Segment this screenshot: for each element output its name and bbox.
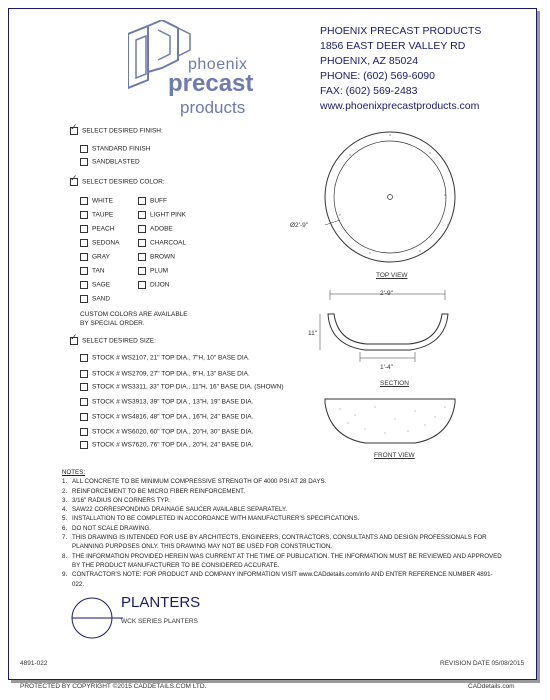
checkbox-icon[interactable]: [80, 441, 88, 449]
checkbox-icon[interactable]: [80, 413, 88, 421]
size-option-ws2709[interactable]: [80, 370, 250, 378]
drawing-subtitle: WCK SERIES PLANTERS: [121, 618, 198, 625]
note-item: 9. CONTRACTOR'S NOTE: FOR PRODUCT AND COMPANY INFORMATION VISIT www.CADdetails.com/info AND ENTER REFERENCE NUMBER 4891-022.: [62, 571, 493, 588]
checkbox-icon[interactable]: [80, 158, 88, 166]
size-option-label: STOCK # WS4816, 48" TOP DIA., 16"H, 24" BASE DIA.: [92, 413, 254, 421]
checkbox-icon[interactable]: [70, 178, 78, 186]
color-option-label: SEDONA: [92, 239, 120, 247]
copyright-text: PROTECTED BY COPYRIGHT ©2015 CADDETAILS.COM LTD.: [20, 683, 207, 690]
size-header[interactable]: [70, 337, 156, 345]
checkbox-icon[interactable]: [70, 337, 78, 345]
section-height-dim: 11": [308, 330, 318, 337]
note-item: 6. DO NOT SCALE DRAWING.: [62, 524, 152, 532]
phoenix-precast-logo: [128, 20, 268, 130]
title-circle-icon: [68, 594, 123, 642]
top-view-drawing: [320, 125, 470, 275]
color-option-tan[interactable]: [80, 267, 105, 275]
size-option-ws2107[interactable]: [80, 354, 250, 362]
color-option-label: LIGHT PINK: [150, 211, 187, 219]
checkbox-icon[interactable]: [80, 281, 88, 289]
checkbox-icon[interactable]: [80, 370, 88, 378]
color-option-label: PEACH: [92, 225, 115, 233]
size-option-ws6020[interactable]: [80, 428, 253, 436]
checkbox-icon[interactable]: [80, 267, 88, 275]
color-header-label: SELECT DESIRED COLOR:: [82, 178, 165, 186]
size-option-ws3913[interactable]: [80, 398, 253, 406]
checkbox-icon[interactable]: [80, 253, 88, 261]
company-name: PHOENIX PRECAST PRODUCTS: [320, 25, 482, 37]
finish-header-label: SELECT DESIRED FINISH:: [82, 127, 163, 135]
notes-title: NOTES:: [62, 469, 86, 476]
note-item: 1. ALL CONCRETE TO BE MINIMUM COMPRESSIVE STRENGTH OF 4000 PSI AT 28 DAYS.: [62, 478, 327, 486]
color-option-label: SAGE: [92, 281, 111, 289]
color-option-label: SAND: [92, 295, 111, 303]
color-option-light-pink[interactable]: [138, 211, 186, 219]
company-phone: PHONE: (602) 569-6090: [320, 70, 435, 82]
color-option-buff[interactable]: [138, 197, 167, 205]
size-option-label: STOCK # WS3913, 39" TOP DIA., 13"H, 19" BASE DIA.: [92, 398, 254, 406]
top-view-label: TOP VIEW: [376, 272, 408, 279]
finish-header[interactable]: [70, 127, 163, 135]
size-option-label: STOCK # WS2107, 21" TOP DIA., 7"H, 10" BASE DIA.: [92, 354, 250, 362]
color-option-label: ADOBE: [150, 225, 173, 233]
size-option-ws7620[interactable]: [80, 441, 253, 449]
color-option-taupe[interactable]: [80, 211, 113, 219]
notes-block: [62, 468, 502, 589]
checkbox-icon[interactable]: [80, 428, 88, 436]
checkbox-icon[interactable]: [80, 239, 88, 247]
checkbox-icon[interactable]: [138, 197, 146, 205]
finish-option-label: STANDARD FINISH: [92, 145, 151, 153]
color-option-label: TAUPE: [92, 211, 114, 219]
front-view-label: FRONT VIEW: [374, 452, 415, 459]
checkbox-icon[interactable]: [80, 145, 88, 153]
section-drawing: [310, 290, 470, 375]
finish-option-label: SANDBLASTED: [92, 158, 140, 166]
size-option-ws4816[interactable]: [80, 413, 253, 421]
checkbox-icon[interactable]: [138, 267, 146, 275]
checkbox-icon[interactable]: [80, 197, 88, 205]
color-option-label: BUFF: [150, 197, 167, 205]
company-fax: FAX: (602) 569-2483: [320, 85, 418, 97]
checkbox-icon[interactable]: [80, 398, 88, 406]
color-option-dijon[interactable]: [138, 281, 170, 289]
color-option-label: DIJON: [150, 281, 170, 289]
note-item: 4. SAW22 CORRESPONDING DRAINAGE SAUCER AVAILABLE SEPARATELY.: [62, 506, 288, 514]
color-option-label: BROWN: [150, 253, 175, 261]
size-option-ws3311[interactable]: [80, 383, 284, 391]
finish-option-sandblasted[interactable]: [80, 158, 140, 166]
company-info: [320, 24, 481, 114]
color-option-label: CHARCOAL: [150, 239, 187, 247]
checkbox-icon[interactable]: [138, 239, 146, 247]
caddetails-link[interactable]: CADdetails.com: [468, 683, 515, 690]
color-option-sage[interactable]: [80, 281, 110, 289]
color-option-white[interactable]: [80, 197, 113, 205]
color-header[interactable]: [70, 178, 165, 186]
checkbox-icon[interactable]: [80, 225, 88, 233]
front-view-drawing: [320, 395, 460, 455]
checkbox-icon[interactable]: [80, 211, 88, 219]
company-website[interactable]: www.phoenixprecastproducts.com: [320, 100, 480, 112]
logo-text-precast: precast: [168, 70, 254, 97]
size-header-label: SELECT DESIRED SIZE:: [82, 337, 156, 345]
logo-text-products: products: [180, 98, 246, 117]
checkbox-icon[interactable]: [70, 127, 78, 135]
checkbox-icon[interactable]: [138, 253, 146, 261]
size-option-label: STOCK # WS6020, 60" TOP DIA., 20"H, 30" BASE DIA.: [92, 428, 254, 436]
company-address-line1: 1856 EAST DEER VALLEY RD: [320, 40, 466, 52]
checkbox-icon[interactable]: [138, 225, 146, 233]
section-base-dim: 1'-4": [380, 364, 393, 371]
checkbox-icon[interactable]: [138, 211, 146, 219]
note-item: 3. 3/16" RADIUS ON CORNERS TYP.: [62, 496, 170, 504]
color-option-plum[interactable]: [138, 267, 168, 275]
logo-text-phoenix: phoenix: [188, 56, 248, 73]
color-option-label: WHITE: [92, 197, 113, 205]
color-option-label: PLUM: [150, 267, 169, 275]
note-item: 5. INSTALLATION TO BE COMPLETED IN ACCORDANCE WITH MANUFACTURER'S SPECIFICATIONS.: [62, 515, 360, 523]
checkbox-icon[interactable]: [138, 281, 146, 289]
checkbox-icon[interactable]: [80, 295, 88, 303]
color-option-gray[interactable]: [80, 253, 110, 261]
revision-date: REVISION DATE 05/08/2015: [440, 660, 525, 667]
color-option-sedona[interactable]: [80, 239, 119, 247]
note-item: 7. THIS DRAWING IS INTENDED FOR USE BY ARCHITECTS, ENGINEERS, CONTRACTORS, CONSULTANTS AND DESIGN PROFESSIONALS FOR PLANNING PURPOSES ONLY. THIS DRAWING MAY NOT BE USED FOR CONSTRUCTION.: [62, 534, 487, 551]
checkbox-icon[interactable]: [80, 354, 88, 362]
size-option-label: STOCK # WS2709, 27" TOP DIA., 9"H, 13" BASE DIA.: [92, 370, 250, 378]
color-option-label: TAN: [92, 267, 105, 275]
size-option-label: STOCK # WS7620, 76" TOP DIA., 20"H, 24" BASE DIA.: [92, 441, 254, 449]
color-option-peach[interactable]: [80, 225, 114, 233]
color-option-label: GRAY: [92, 253, 110, 261]
color-option-brown[interactable]: [138, 253, 175, 261]
finish-option-standard[interactable]: [80, 145, 150, 153]
section-width-dim: 2'-9": [380, 290, 393, 297]
drawing-title: PLANTERS: [121, 594, 201, 611]
checkbox-icon[interactable]: [80, 383, 88, 391]
note-item: 2. REINFORCEMENT TO BE MICRO FIBER REINFORCEMENT.: [62, 487, 245, 495]
custom-colors-line1: CUSTOM COLORS ARE AVAILABLE: [80, 311, 188, 318]
top-view-diameter: Ø2'-9": [290, 222, 308, 229]
color-option-sand[interactable]: [80, 295, 110, 303]
note-item: 8. THE INFORMATION PROVIDED HEREIN WAS CURRENT AT THE TIME OF PUBLICATION. THE INFORMATION MUST BE REVIEWED AND APPROVED BY THE PRODUCT MANUFACTURER TO BE CONSIDERED ACCURATE.: [62, 552, 502, 569]
size-option-label: STOCK # WS3311, 33" TOP DIA., 11"H, 16" BASE DIA. (SHOWN): [92, 383, 284, 391]
title-block: [68, 594, 228, 644]
reference-number: 4891-022: [20, 660, 48, 667]
custom-colors-line2: BY SPECIAL ORDER.: [80, 320, 145, 327]
company-address-line2: PHOENIX, AZ 85024: [320, 55, 419, 67]
color-option-adobe[interactable]: [138, 225, 173, 233]
section-label: SECTION: [380, 380, 409, 387]
color-option-charcoal[interactable]: [138, 239, 186, 247]
